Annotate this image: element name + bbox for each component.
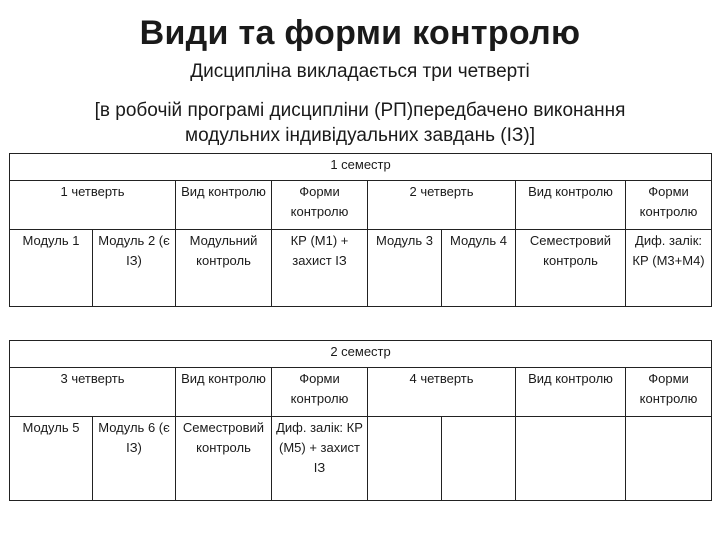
empty-cell: [442, 417, 516, 501]
subtitle: Дисципліна викладається три четверті: [190, 61, 530, 82]
semester-2-table: [9, 340, 712, 501]
control-form-cell: Диф. залік: КР (М5) + захист ІЗ: [272, 417, 368, 501]
control-form-header: Форми контролю: [272, 368, 368, 417]
control-form-header: Форми контролю: [626, 181, 712, 230]
control-kind-header: Вид контролю: [516, 368, 626, 417]
note-line-2: модульних індивідуальних завдань (ІЗ)]: [185, 125, 535, 146]
page-title: Види та форми контролю: [139, 14, 581, 52]
module-3-cell: Модуль 3: [368, 230, 442, 307]
control-kind-header: Вид контролю: [516, 181, 626, 230]
control-kind-header: Вид контролю: [176, 181, 272, 230]
control-form-cell: КР (М1) + захист ІЗ: [272, 230, 368, 307]
quarter-4-header: 4 четверть: [368, 368, 516, 417]
control-kind-cell: Модульний контроль: [176, 230, 272, 307]
empty-cell: [626, 417, 712, 501]
module-6-cell: Модуль 6 (є ІЗ): [93, 417, 176, 501]
quarter-2-header: 2 четверть: [368, 181, 516, 230]
module-4-cell: Модуль 4: [442, 230, 516, 307]
semester-1-header: 1 семестр: [10, 154, 712, 181]
note-line-1: [в робочій програмі дисципліни (РП)передбачено виконання: [94, 100, 626, 121]
semester-2-header: 2 семестр: [10, 341, 712, 368]
control-form-header: Форми контролю: [272, 181, 368, 230]
empty-cell: [368, 417, 442, 501]
semester-1-table: [9, 153, 712, 307]
control-kind-cell: Семестровий контроль: [516, 230, 626, 307]
module-2-cell: Модуль 2 (є ІЗ): [93, 230, 176, 307]
empty-cell: [516, 417, 626, 501]
module-5-cell: Модуль 5: [10, 417, 93, 501]
control-form-header: Форми контролю: [626, 368, 712, 417]
quarter-1-header: 1 четверть: [10, 181, 176, 230]
quarter-3-header: 3 четверть: [10, 368, 176, 417]
control-form-cell: Диф. залік: КР (М3+М4): [626, 230, 712, 307]
note: [0, 98, 720, 148]
module-1-cell: Модуль 1: [10, 230, 93, 307]
control-kind-header: Вид контролю: [176, 368, 272, 417]
control-kind-cell: Семестровий контроль: [176, 417, 272, 501]
